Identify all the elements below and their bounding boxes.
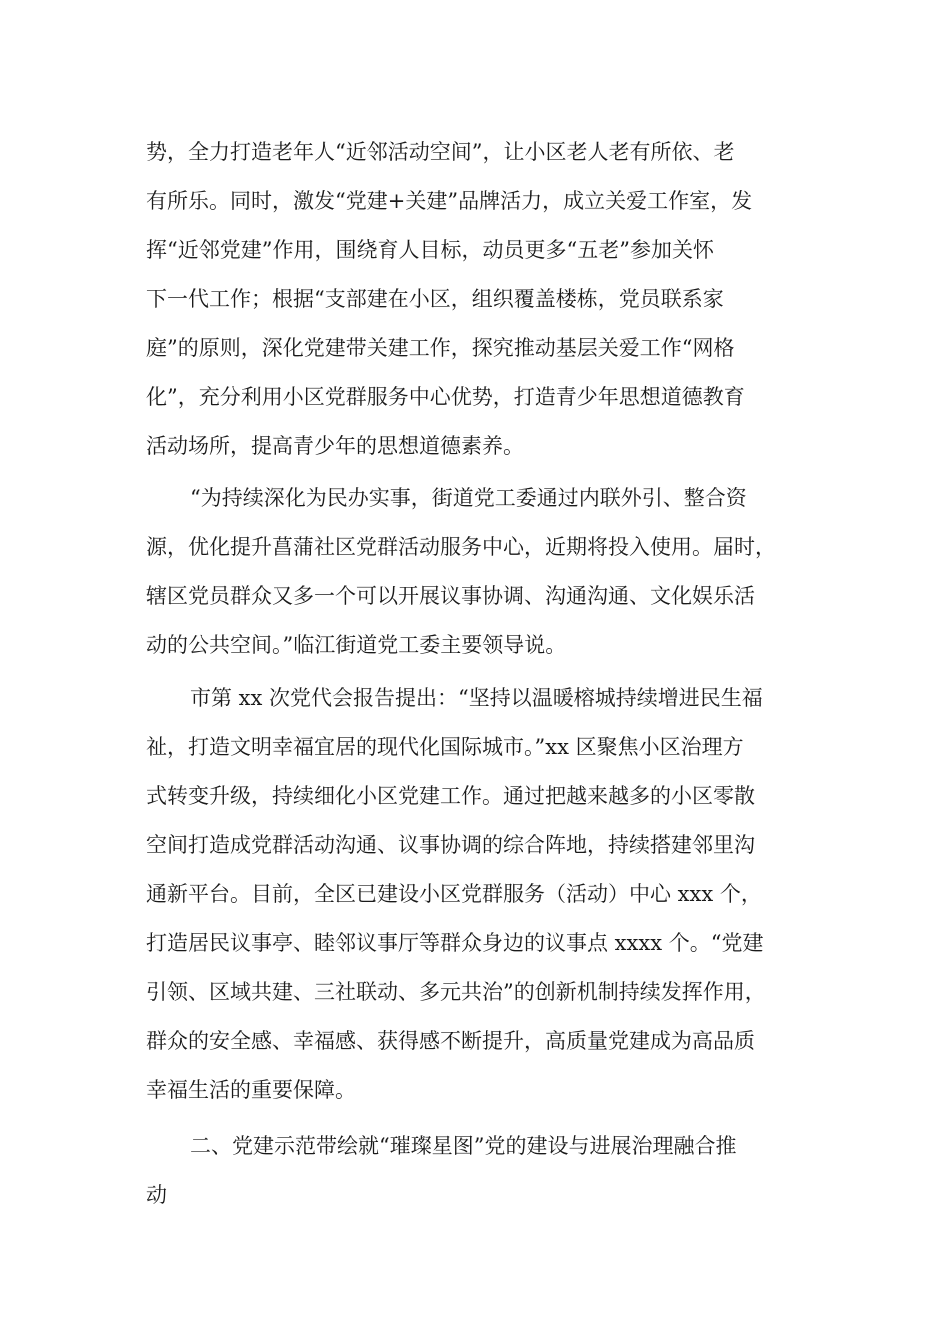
text-line: 势，全力打造老年人“近邻活动空间”，让小区老人老有所依、老 [146, 140, 735, 164]
text-line: “为持续深化为民办实事，街道党工委通过内联外引、整合资 [190, 486, 747, 510]
text-line: 有所乐。同时，激发“党建+关建”品牌活力，成立关爱工作室，发 [146, 189, 753, 213]
text-line: 通新平台。目前，全区已建设小区党群服务（活动）中心 xxx 个， [146, 882, 762, 906]
text-line: 市第 xx 次党代会报告提出：“坚持以温暖榕城持续增进民生福 [190, 686, 763, 710]
text-line: 源，优化提升菖蒲社区党群活动服务中心，近期将投入使用。届时， [146, 535, 776, 559]
section-heading-line: 二、党建示范带绘就“璀璨星图”党的建设与进展治理融合推 [190, 1134, 737, 1158]
section-heading-line: 动 [146, 1183, 167, 1207]
text-line: 式转变升级，持续细化小区党建工作。通过把越来越多的小区零散 [146, 784, 755, 808]
text-line: 祉，打造文明幸福宜居的现代化国际城市。”xx 区聚焦小区治理方 [146, 735, 744, 759]
text-line: 庭”的原则，深化党建带关建工作，探究推动基层关爱工作“网格 [146, 336, 735, 360]
text-line: 化”，充分利用小区党群服务中心优势，打造青少年思想道德教育 [146, 385, 745, 409]
text-line: 打造居民议事亭、睦邻议事厅等群众身边的议事点 xxxx 个。“党建 [146, 931, 764, 955]
text-line: 动的公共空间。”临江街道党工委主要领导说。 [146, 633, 567, 657]
text-line: 活动场所，提高青少年的思想道德素养。 [146, 434, 524, 458]
text-line: 挥“近邻党建”作用，围绕育人目标，动员更多“五老”参加关怀 [146, 238, 714, 262]
text-line: 群众的安全感、幸福感、获得感不断提升，高质量党建成为高品质 [146, 1029, 755, 1053]
text-line: 引领、区域共建、三社联动、多元共治”的创新机制持续发挥作用， [146, 980, 766, 1004]
text-line: 下一代工作；根据“支部建在小区，组织覆盖楼栋，党员联系家 [146, 287, 724, 311]
text-line: 幸福生活的重要保障。 [146, 1078, 356, 1102]
text-line: 辖区党员群众又多一个可以开展议事协调、沟通沟通、文化娱乐活 [146, 584, 755, 608]
text-line: 空间打造成党群活动沟通、议事协调的综合阵地，持续搭建邻里沟 [146, 833, 755, 857]
